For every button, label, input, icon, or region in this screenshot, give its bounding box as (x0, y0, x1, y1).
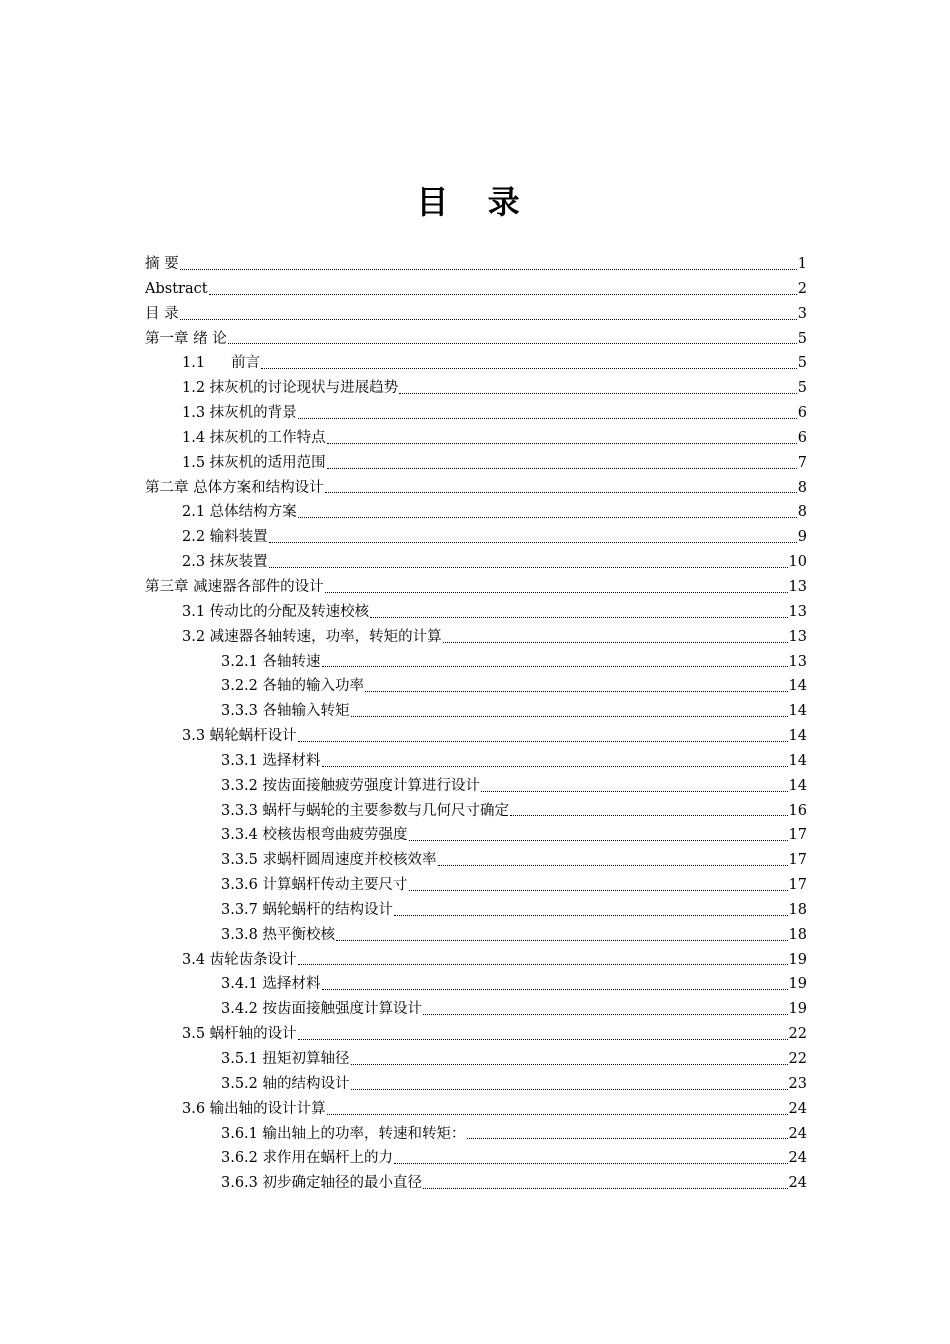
toc-entry[interactable] (145, 1146, 807, 1171)
toc-entry-page-number: 8 (797, 479, 807, 496)
dot-leader (180, 319, 797, 320)
toc-entry[interactable] (145, 674, 807, 699)
dot-leader (322, 766, 788, 767)
toc-entry[interactable] (145, 1171, 807, 1196)
toc-entry[interactable] (145, 625, 807, 650)
toc-entry-label: Abstract (145, 280, 208, 297)
dot-leader (298, 517, 797, 518)
toc-entry-page-number: 13 (788, 653, 807, 670)
toc-entry-label: 2.1 总体结构方案 (182, 504, 297, 521)
toc-entry-page-number: 9 (797, 529, 807, 546)
toc-entry-label: 目 录 (145, 305, 179, 322)
dot-leader (261, 368, 797, 369)
toc-entry-label: 1.1 (182, 355, 206, 372)
toc-entry-label: 3.5.1 扭矩初算轴径 (221, 1051, 350, 1067)
toc-entry[interactable] (145, 1047, 807, 1072)
toc-entry-page-number: 13 (788, 603, 807, 620)
dot-leader (298, 418, 797, 419)
toc-entry-page-number: 8 (797, 504, 807, 521)
toc-entry[interactable] (145, 451, 807, 476)
toc-entry-page-number: 14 (788, 777, 807, 794)
toc-entry[interactable] (145, 997, 807, 1022)
page-title: 目 录 (416, 183, 534, 221)
toc-entry-label: 第二章 总体方案和结构设计 (145, 479, 324, 496)
dot-leader (351, 1089, 788, 1090)
toc-entry-label: 3.3.4 校核齿根弯曲疲劳强度 (221, 827, 408, 844)
toc-entry-page-number: 7 (797, 454, 807, 471)
toc-entry[interactable] (145, 848, 807, 873)
dot-leader (327, 1114, 788, 1115)
dot-leader (322, 989, 788, 990)
toc-entry-label: 3.4 齿轮齿条设计 (182, 951, 297, 968)
toc-entry[interactable] (145, 799, 807, 824)
toc-entry-page-number: 13 (788, 578, 807, 595)
toc-entry[interactable] (145, 972, 807, 997)
toc-entry-page-number: 14 (788, 752, 807, 769)
toc-entry[interactable] (145, 948, 807, 973)
toc-entry[interactable] (145, 923, 807, 948)
dot-leader (180, 269, 797, 270)
dot-leader (399, 393, 797, 394)
toc-entry[interactable] (145, 401, 807, 426)
toc-entry[interactable] (145, 376, 807, 401)
toc-entry-label: 3.6 输出轴的设计计算 (182, 1100, 326, 1117)
toc-entry-label: 3.5.2 轴的结构设计 (221, 1075, 350, 1092)
toc-entry[interactable] (145, 351, 807, 376)
toc-entry[interactable] (145, 774, 807, 799)
toc-entry[interactable] (145, 898, 807, 923)
toc-entry-label: 3.2.1 各轴转速 (221, 653, 321, 670)
toc-entry-page-number: 19 (788, 951, 807, 968)
toc-entry[interactable] (145, 252, 807, 277)
dot-leader (327, 443, 797, 444)
dot-leader (351, 716, 788, 717)
toc-entry[interactable] (145, 600, 807, 625)
toc-entry-page-number: 17 (788, 827, 807, 844)
dot-leader (325, 592, 788, 593)
toc-entry-label: 前言 (231, 355, 261, 372)
table-of-contents (145, 252, 807, 1196)
toc-entry[interactable] (145, 1022, 807, 1047)
toc-entry-page-number: 16 (788, 802, 807, 819)
toc-entry[interactable] (145, 823, 807, 848)
toc-entry-label: 1.5 抹灰机的适用范围 (182, 454, 326, 471)
toc-entry-label: 3.3.5 求蜗杆圆周速度并校核效率 (221, 852, 437, 869)
toc-entry-page-number: 5 (797, 330, 807, 347)
toc-entry-label: 3.3.7 蜗轮蜗杆的结构设计 (221, 901, 394, 918)
toc-entry-label: 第一章 绪 论 (145, 330, 227, 347)
toc-entry-page-number: 17 (788, 852, 807, 869)
toc-entry-page-number: 22 (788, 1026, 807, 1043)
toc-entry-label: 2.2 输料装置 (182, 529, 268, 546)
toc-entry-label: 3.3.8 热平衡校核 (221, 926, 336, 943)
dot-leader (365, 691, 788, 692)
dot-leader (394, 915, 788, 916)
dot-leader (409, 840, 788, 841)
toc-entry[interactable] (145, 550, 807, 575)
toc-entry-label: 1.2 抹灰机的讨论现状与进展趋势 (182, 380, 399, 397)
toc-entry-label: 3.4.2 按齿面接触强度计算设计 (221, 1001, 423, 1018)
dot-leader (327, 468, 797, 469)
toc-entry-label: 摘 要 (145, 256, 179, 272)
dot-leader (467, 1138, 788, 1139)
toc-entry-page-number: 1 (797, 256, 807, 272)
toc-entry[interactable] (145, 302, 807, 327)
dot-leader (481, 791, 788, 792)
toc-entry-page-number: 18 (788, 901, 807, 918)
dot-leader (394, 1163, 788, 1164)
dot-leader (409, 890, 788, 891)
toc-entry-page-number: 6 (797, 405, 807, 422)
toc-entry-label: 1.4 抹灰机的工作特点 (182, 429, 326, 446)
toc-entry[interactable] (145, 1072, 807, 1097)
dot-leader (423, 1014, 788, 1015)
toc-entry-label: 2.3 抹灰装置 (182, 554, 268, 571)
dot-leader (325, 492, 797, 493)
toc-entry-page-number: 24 (788, 1175, 807, 1192)
dot-leader (298, 741, 788, 742)
toc-entry-label: 第三章 减速器各部件的设计 (145, 578, 324, 595)
toc-entry-label: 3.2 减速器各轴转速，功率，转矩的计算 (182, 628, 442, 645)
toc-entry-page-number: 19 (788, 1001, 807, 1018)
toc-entry[interactable] (145, 724, 807, 749)
toc-entry-page-number: 14 (788, 678, 807, 695)
dot-leader (269, 542, 797, 543)
toc-entry[interactable] (145, 277, 807, 302)
dot-leader (351, 1064, 788, 1065)
toc-entry-page-number: 24 (788, 1150, 807, 1167)
toc-entry-label: 3.2.2 各轴的输入功率 (221, 678, 365, 695)
toc-entry[interactable] (145, 1122, 807, 1147)
toc-entry[interactable] (145, 650, 807, 675)
toc-entry-label: 1.3 抹灰机的背景 (182, 405, 297, 422)
toc-entry-label: 3.3.3 各轴输入转矩 (221, 703, 350, 720)
toc-entry-label: 3.5 蜗杆轴的设计 (182, 1026, 297, 1043)
toc-entry-page-number: 18 (788, 926, 807, 943)
toc-entry[interactable] (145, 873, 807, 898)
toc-entry[interactable] (145, 1097, 807, 1122)
toc-entry-label: 3.6.1 输出轴上的功率，转速和转矩： (221, 1125, 466, 1142)
toc-entry[interactable] (145, 426, 807, 451)
dot-leader (443, 642, 788, 643)
dot-leader (423, 1188, 788, 1189)
dot-leader (336, 940, 788, 941)
toc-entry-page-number: 24 (788, 1100, 807, 1117)
toc-entry[interactable] (145, 749, 807, 774)
toc-entry-page-number: 22 (788, 1051, 807, 1067)
toc-entry-label: 3.3.6 计算蜗杆传动主要尺寸 (221, 877, 408, 894)
toc-entry[interactable] (145, 476, 807, 501)
toc-entry-label: 3.3 蜗轮蜗杆设计 (182, 728, 297, 745)
dot-leader (322, 666, 788, 667)
dot-leader (298, 964, 788, 965)
toc-entry-page-number: 2 (797, 280, 807, 297)
dot-leader (370, 617, 787, 618)
toc-entry-page-number: 14 (788, 703, 807, 720)
toc-entry[interactable] (145, 327, 807, 352)
toc-entry-page-number: 14 (788, 728, 807, 745)
toc-entry[interactable] (145, 500, 807, 525)
toc-entry-page-number: 5 (797, 355, 807, 372)
toc-entry-page-number: 6 (797, 429, 807, 446)
toc-entry-page-number: 5 (797, 380, 807, 397)
toc-entry-label: 3.3.2 按齿面接触疲劳强度计算进行设计 (221, 777, 481, 794)
dot-leader (438, 865, 788, 866)
toc-entry-page-number: 17 (788, 877, 807, 894)
toc-entry[interactable] (145, 575, 807, 600)
toc-entry[interactable] (145, 525, 807, 550)
toc-entry[interactable] (145, 699, 807, 724)
toc-entry-page-number: 19 (788, 976, 807, 993)
dot-leader (510, 815, 788, 816)
toc-entry-label: 3.4.1 选择材料 (221, 976, 321, 993)
dot-leader (228, 343, 797, 344)
toc-entry-label: 3.6.2 求作用在蜗杆上的力 (221, 1150, 394, 1167)
toc-entry-page-number: 3 (797, 305, 807, 322)
toc-entry-label: 3.1 传动比的分配及转速校核 (182, 603, 370, 620)
toc-entry-page-number: 23 (788, 1075, 807, 1092)
dot-leader (269, 567, 788, 568)
dot-leader (298, 1039, 788, 1040)
toc-entry-label: 3.6.3 初步确定轴径的最小直径 (221, 1175, 423, 1192)
toc-entry-label: 3.3.3 蜗杆与蜗轮的主要参数与几何尺寸确定 (221, 802, 510, 819)
toc-entry-page-number: 13 (788, 628, 807, 645)
toc-entry-page-number: 10 (788, 554, 807, 571)
toc-entry-page-number: 24 (788, 1125, 807, 1142)
toc-entry-label: 3.3.1 选择材料 (221, 752, 321, 769)
dot-leader (209, 294, 797, 295)
